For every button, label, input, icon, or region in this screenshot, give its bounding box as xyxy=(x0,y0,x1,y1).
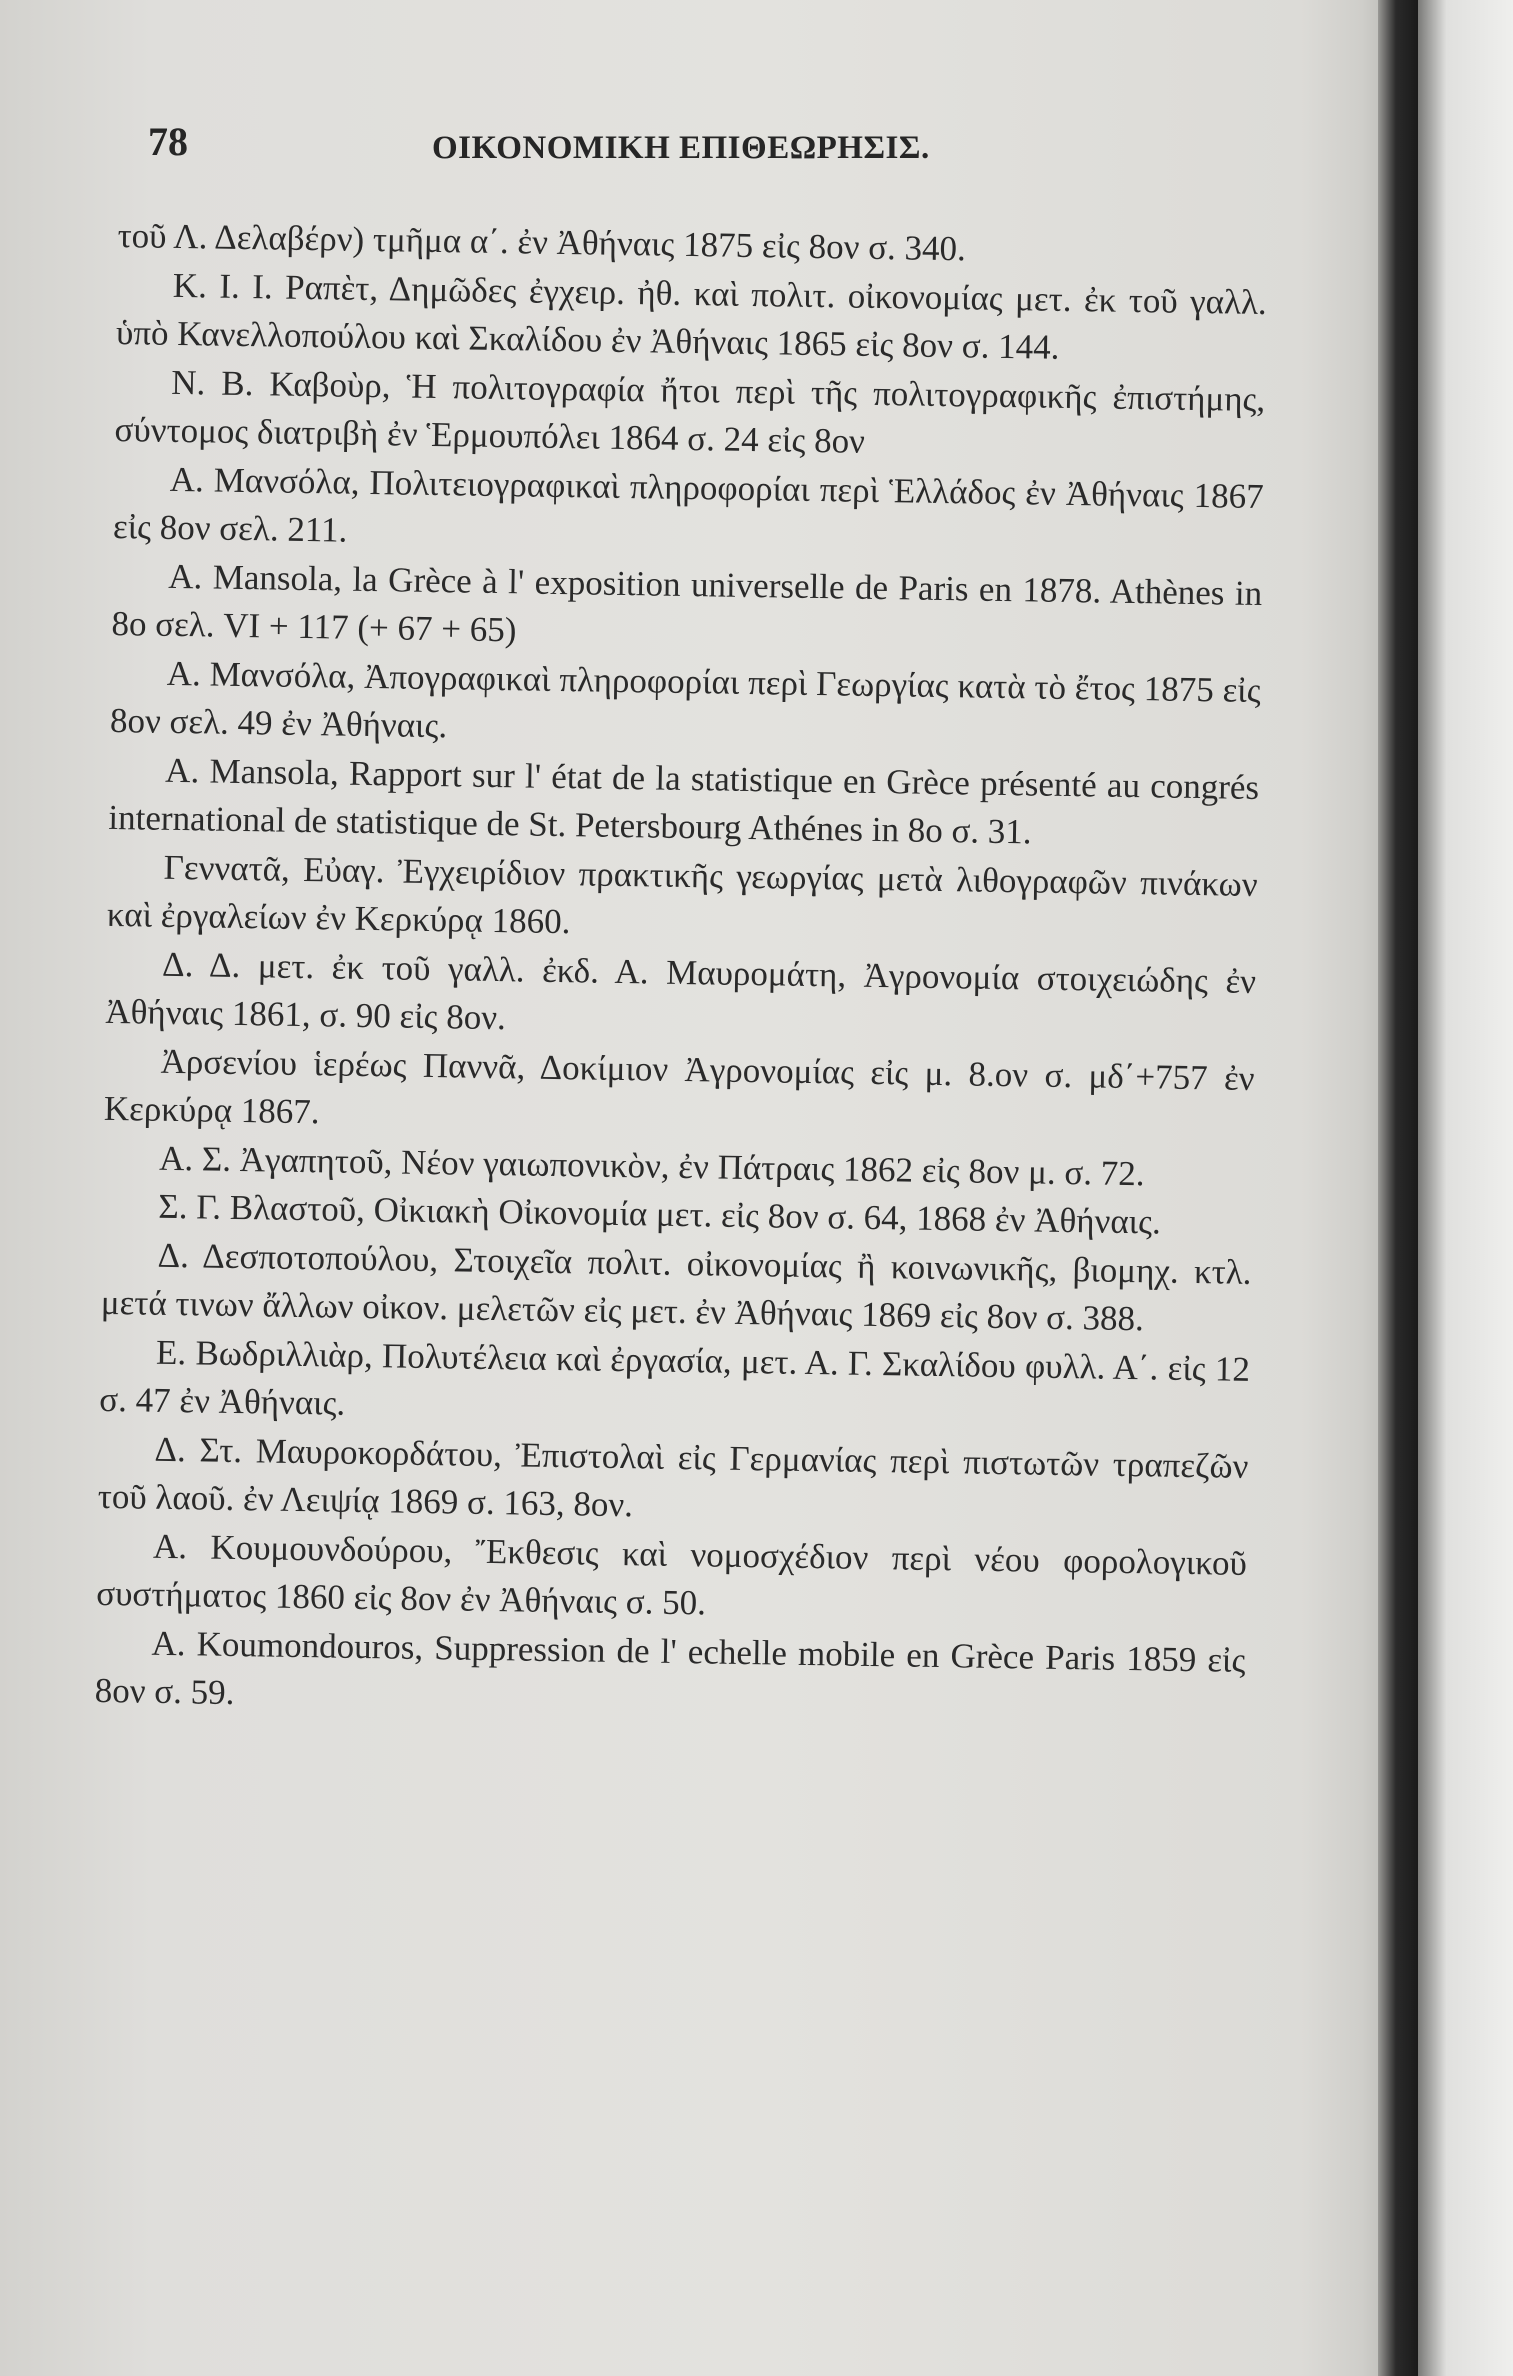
bibliography-entry: Α. Μανσόλα, Ἀπογραφικαὶ πληροφορίαι περὶ Γεωργίας κατὰ τὸ ἔτος 1875 εἰς 8ον σελ. 49 ἐν Ἀθήναις. xyxy=(109,653,1261,746)
bibliography-entry: A. Mansola, la Grèce à l' exposition universelle de Paris en 1878. Athènes in 8o σελ. VI + 117 (+ 67 + 65) xyxy=(111,556,1263,650)
bibliography-entry: A. Mansola, Rapport sur l' état de la statistique en Grèce présenté au congrés international de statistique de St. Petersbourg Athénes in 8o σ. 31. xyxy=(108,750,1260,852)
bibliography-entry: Ν. Β. Καβοὺρ, Ἡ πολιτογραφία ἤτοι περὶ τῆς πολιτογραφικῆς ἐπιστήμης, σύντομος διατριβὴ ἐν Ἑρμουπόλει 1864 σ. 24 εἰς 8ον xyxy=(114,362,1266,461)
page-number: 78 xyxy=(148,119,188,164)
bibliography-entry: Γεννατᾶ, Εὐαγ. Ἐγχειρίδιον πρακτικῆς γεωργίας μετὰ λιθογραφῶν πινάκων καὶ ἐργαλείων ἐν Κερκύρᾳ 1860. xyxy=(106,847,1258,942)
bibliography-entry: Α. Κουμουνδούρου, Ἔκθεσις καὶ νομοσχέδιον περὶ νέου φορολογικοῦ συστήματος 1860 εἰς 8ον ἐν Ἀθήναις σ. 50. xyxy=(95,1526,1248,1623)
bibliography-entry: Σ. Γ. Βλαστοῦ, Οἰκιακὴ Οἰκονομία μετ. εἰς 8ον σ. 64, 1868 ἐν Ἀθήναις. xyxy=(158,1186,1162,1242)
bibliography-text xyxy=(94,212,1267,1733)
bibliography-entry: A. Koumondouros, Suppression de l' echelle mobile en Grèce Paris 1859 εἰς 8ον σ. 59. xyxy=(94,1623,1246,1713)
facing-page-edge xyxy=(1418,0,1513,2376)
running-title: ΟΙΚΟΝΟΜΙΚΗ ΕΠΙΘΕΩΡΗΣΙΣ. xyxy=(432,130,930,166)
bibliography-entry: Δ. Δ. μετ. ἐκ τοῦ γαλλ. ἐκδ. Α. Μαυρομάτη, Ἀγρονομία στοιχειώδης ἐν Ἀθήναις 1861, σ. 90 εἰς 8ον. xyxy=(105,944,1257,1038)
binding-shadow xyxy=(1378,0,1418,2376)
bibliography-entry: Α. Μανσόλα, Πολιτειογραφικαὶ πληροφορίαι περὶ Ἑλλάδος ἐν Ἀθήναις 1867 εἰς 8ον σελ. 211. xyxy=(112,459,1264,550)
bibliography-entry: Ἀρσενίου ἱερέως Παννᾶ, Δοκίμιον Ἀγρονομίας εἰς μ. 8.ον σ. μδ΄+757 ἐν Κερκύρᾳ 1867. xyxy=(103,1041,1255,1132)
bibliography-entry: Δ. Στ. Μαυροκορδάτου, Ἐπιστολαὶ εἰς Γερμανίας περὶ πιστωτῶν τραπεζῶν τοῦ λαοῦ. ἐν Λειψίᾳ 1869 σ. 163, 8ον. xyxy=(97,1429,1249,1525)
bibliography-entry: Α. Σ. Ἀγαπητοῦ, Νέον γαιωπονικὸν, ἐν Πάτραις 1862 εἰς 8ον μ. σ. 72. xyxy=(158,1138,1145,1193)
bibliography-entry: Κ. Ι. Ι. Ραπὲτ, Δημῶδες ἐγχειρ. ἠθ. καὶ πολιτ. οἰκονομίας μετ. ἐκ τοῦ γαλλ. ὑπὸ Κανελλοπούλου καὶ Σκαλίδου ἐν Ἀθήναις 1865 εἰς 8ον σ. 144. xyxy=(115,265,1268,367)
bibliography-entry: Δ. Δεσποτοπούλου, Στοιχεῖα πολιτ. οἰκονομίας ἢ κοινωνικῆς, βιομηχ. κτλ. μετά τινων ἄλλων οἰκον. μελετῶν εἰς μετ. ἐν Ἀθήναις 1869 εἰς 8ον σ. 388. xyxy=(100,1235,1252,1339)
bibliography-entry: τοῦ Λ. Δελαβέρν) τμῆμα α΄. ἐν Ἀθήναις 1875 εἰς 8ον σ. 340. xyxy=(117,215,967,269)
bibliography-entry: Ε. Βωδριλλιὰρ, Πολυτέλεια καὶ ἐργασία, μετ. Α. Γ. Σκαλίδου φυλλ. Α΄. εἰς 12 σ. 47 ἐν Ἀθήναις. xyxy=(99,1332,1251,1423)
